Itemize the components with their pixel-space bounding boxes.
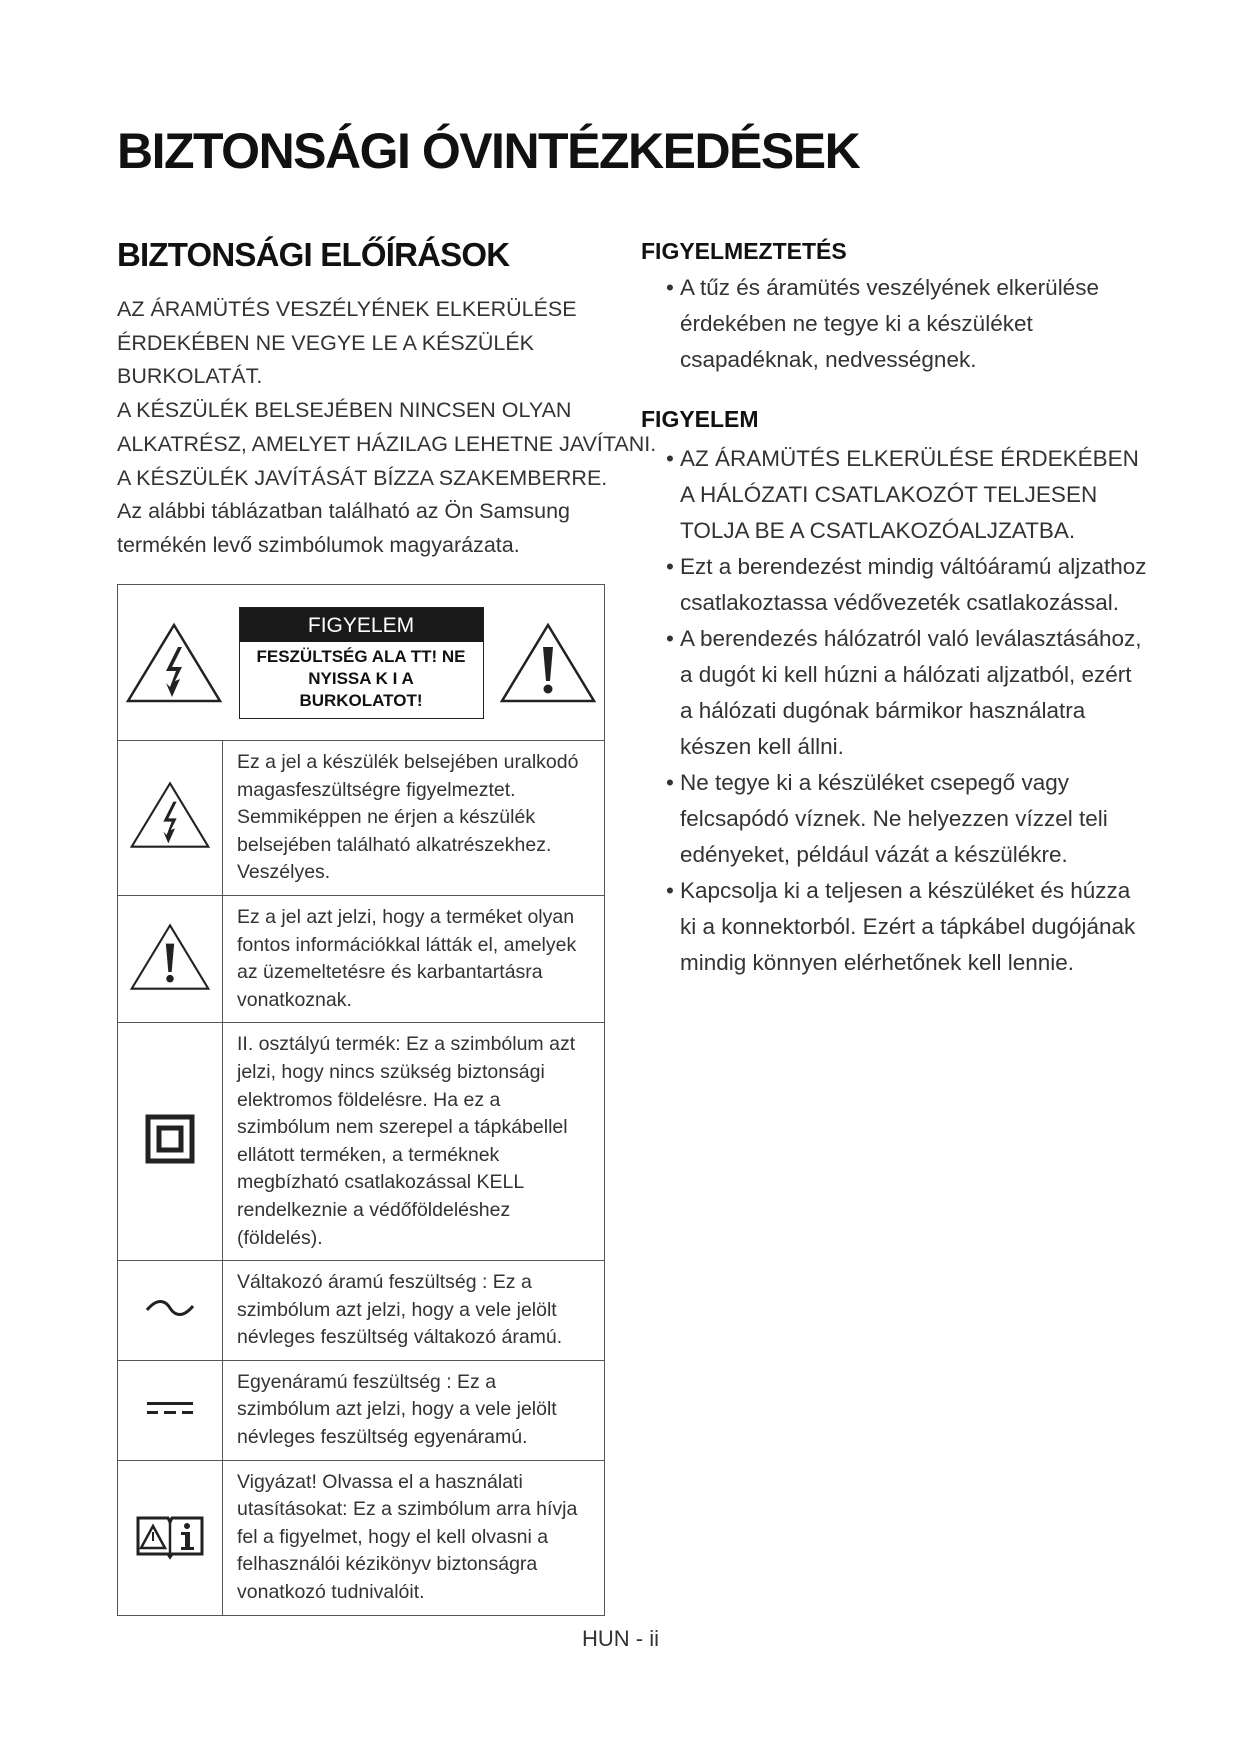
table-header-row [118,585,605,741]
intro-line: ÉRDEKÉBEN NE VEGYE LE A KÉSZÜLÉK [117,330,535,355]
caution-label: FIGYELEM [240,608,483,642]
symbol-table [117,584,605,1616]
list-item: • A tűz és áramütés veszélyének elkerülése érdekében ne tegye ki a készüléket csapadéknak, nedvességnek. [668,270,1148,378]
page-number: HUN - ii [582,1626,659,1651]
intro-text [117,293,657,563]
read-manual-icon [135,1510,205,1560]
symbol-description: Egyenáramú feszültség : Ez a szimbólum azt jelzi, hogy a vele jelölt névleges feszültség egyenáramú. [223,1360,605,1460]
caution-heading: FIGYELEM [641,406,759,432]
caution-label-box [239,607,484,719]
list-item: • Ne tegye ki a készüléket csepegő vagy felcsapódó víznek. Ne helyezzen vízzel teli edényeket, például vázát a készülékre. [668,765,1148,873]
ac-voltage-icon [145,1298,195,1318]
symbol-description: Váltakozó áramú feszültség : Ez a szimbólum azt jelzi, hogy a vele jelölt névleges feszültség váltakozó áramú. [223,1261,605,1361]
table-row [118,741,605,896]
symbol-description: Ez a jel a készülék belsejében uralkodó magasfeszültségre figyelmeztet. Semmiképpen ne érjen a készülék belsejében található alkatrészekhez. Veszélyes. [223,741,605,896]
table-row [118,1360,605,1460]
intro-line: AZ ÁRAMÜTÉS VESZÉLYÉNEK ELKERÜLÉSE [117,297,577,321]
symbol-description: Vigyázat! Olvassa el a használati utasításokat: Ez a szimbólum arra hívja fel a figyelmet, hogy el kell olvasni a felhasználói kézikönyv biztonságra vonatkozó tudnivalóit. [223,1460,605,1615]
list-item: • A berendezés hálózatról való leválasztásához, a dugót ki kell húzni a hálózati aljzatból, ezért a hálózati dugónak bármikor használatra készen kell állni. [668,621,1148,765]
table-row [118,1460,605,1615]
symbol-description: Ez a jel azt jelzi, hogy a terméket olyan fontos információkkal látták el, amelyek az üzemeltetésre és karbantartásra vonatkoznak. [223,895,605,1022]
list-item: • Ezt a berendezést mindig váltóáramú aljzathoz csatlakoztassa védővezeték csatlakozással. [668,549,1148,621]
table-row [118,895,605,1022]
caution-list [668,441,1148,981]
intro-line: termékén levő szimbólumok magyarázata. [117,532,520,557]
list-item: • AZ ÁRAMÜTÉS ELKERÜLÉSE ÉRDEKÉBEN A HÁLÓZATI CSATLAKOZÓT TELJESEN TOLJA BE A CSATLAKOZÓALJZATBA. [668,441,1148,549]
dc-voltage-icon [145,1398,195,1418]
intro-line: Az alábbi táblázatban található az Ön Samsung [117,499,570,524]
intro-line: ALKATRÉSZ, AMELYET HÁZILAG LEHETNE JAVÍTANI. [117,431,657,456]
exclamation-warning-icon [498,621,598,705]
section-heading: BIZTONSÁGI ELŐÍRÁSOK [117,236,510,273]
high-voltage-warning-icon [124,621,224,705]
intro-line: A KÉSZÜLÉK BELSEJÉBEN NINCSEN OLYAN [117,398,572,423]
table-row [118,1261,605,1361]
exclamation-warning-icon [127,922,213,992]
list-item: • Kapcsolja ki a teljesen a készüléket és húzza ki a konnektorból. Ezért a tápkábel dugójának mindig könnyen elérhetőnek kell lennie. [668,873,1148,981]
intro-line: BURKOLATÁT. [117,364,263,389]
page-title: BIZTONSÁGI ÓVINTÉZKEDÉSEK [117,123,860,179]
caution-text: FESZÜLTSÉG ALA TT! NE NYISSA K I A BURKOLATOT! [256,646,466,710]
warning-heading: FIGYELMEZTETÉS [641,238,847,264]
high-voltage-warning-icon [127,780,213,850]
class-ii-double-insulation-icon [145,1114,195,1164]
table-row [118,1023,605,1261]
intro-line: A KÉSZÜLÉK JAVÍTÁSÁT BÍZZA SZAKEMBERRE. [117,465,608,490]
warning-list [668,270,1148,378]
symbol-description: II. osztályú termék: Ez a szimbólum azt jelzi, hogy nincs szükség biztonsági elektromos földelésre. Ha ez a szimbólum nem szerepel a tápkábellel ellátott terméken, a terméknek megbízható csatlakozással KELL rendelkeznie a védőföldeléshez (földelés). [223,1023,605,1261]
